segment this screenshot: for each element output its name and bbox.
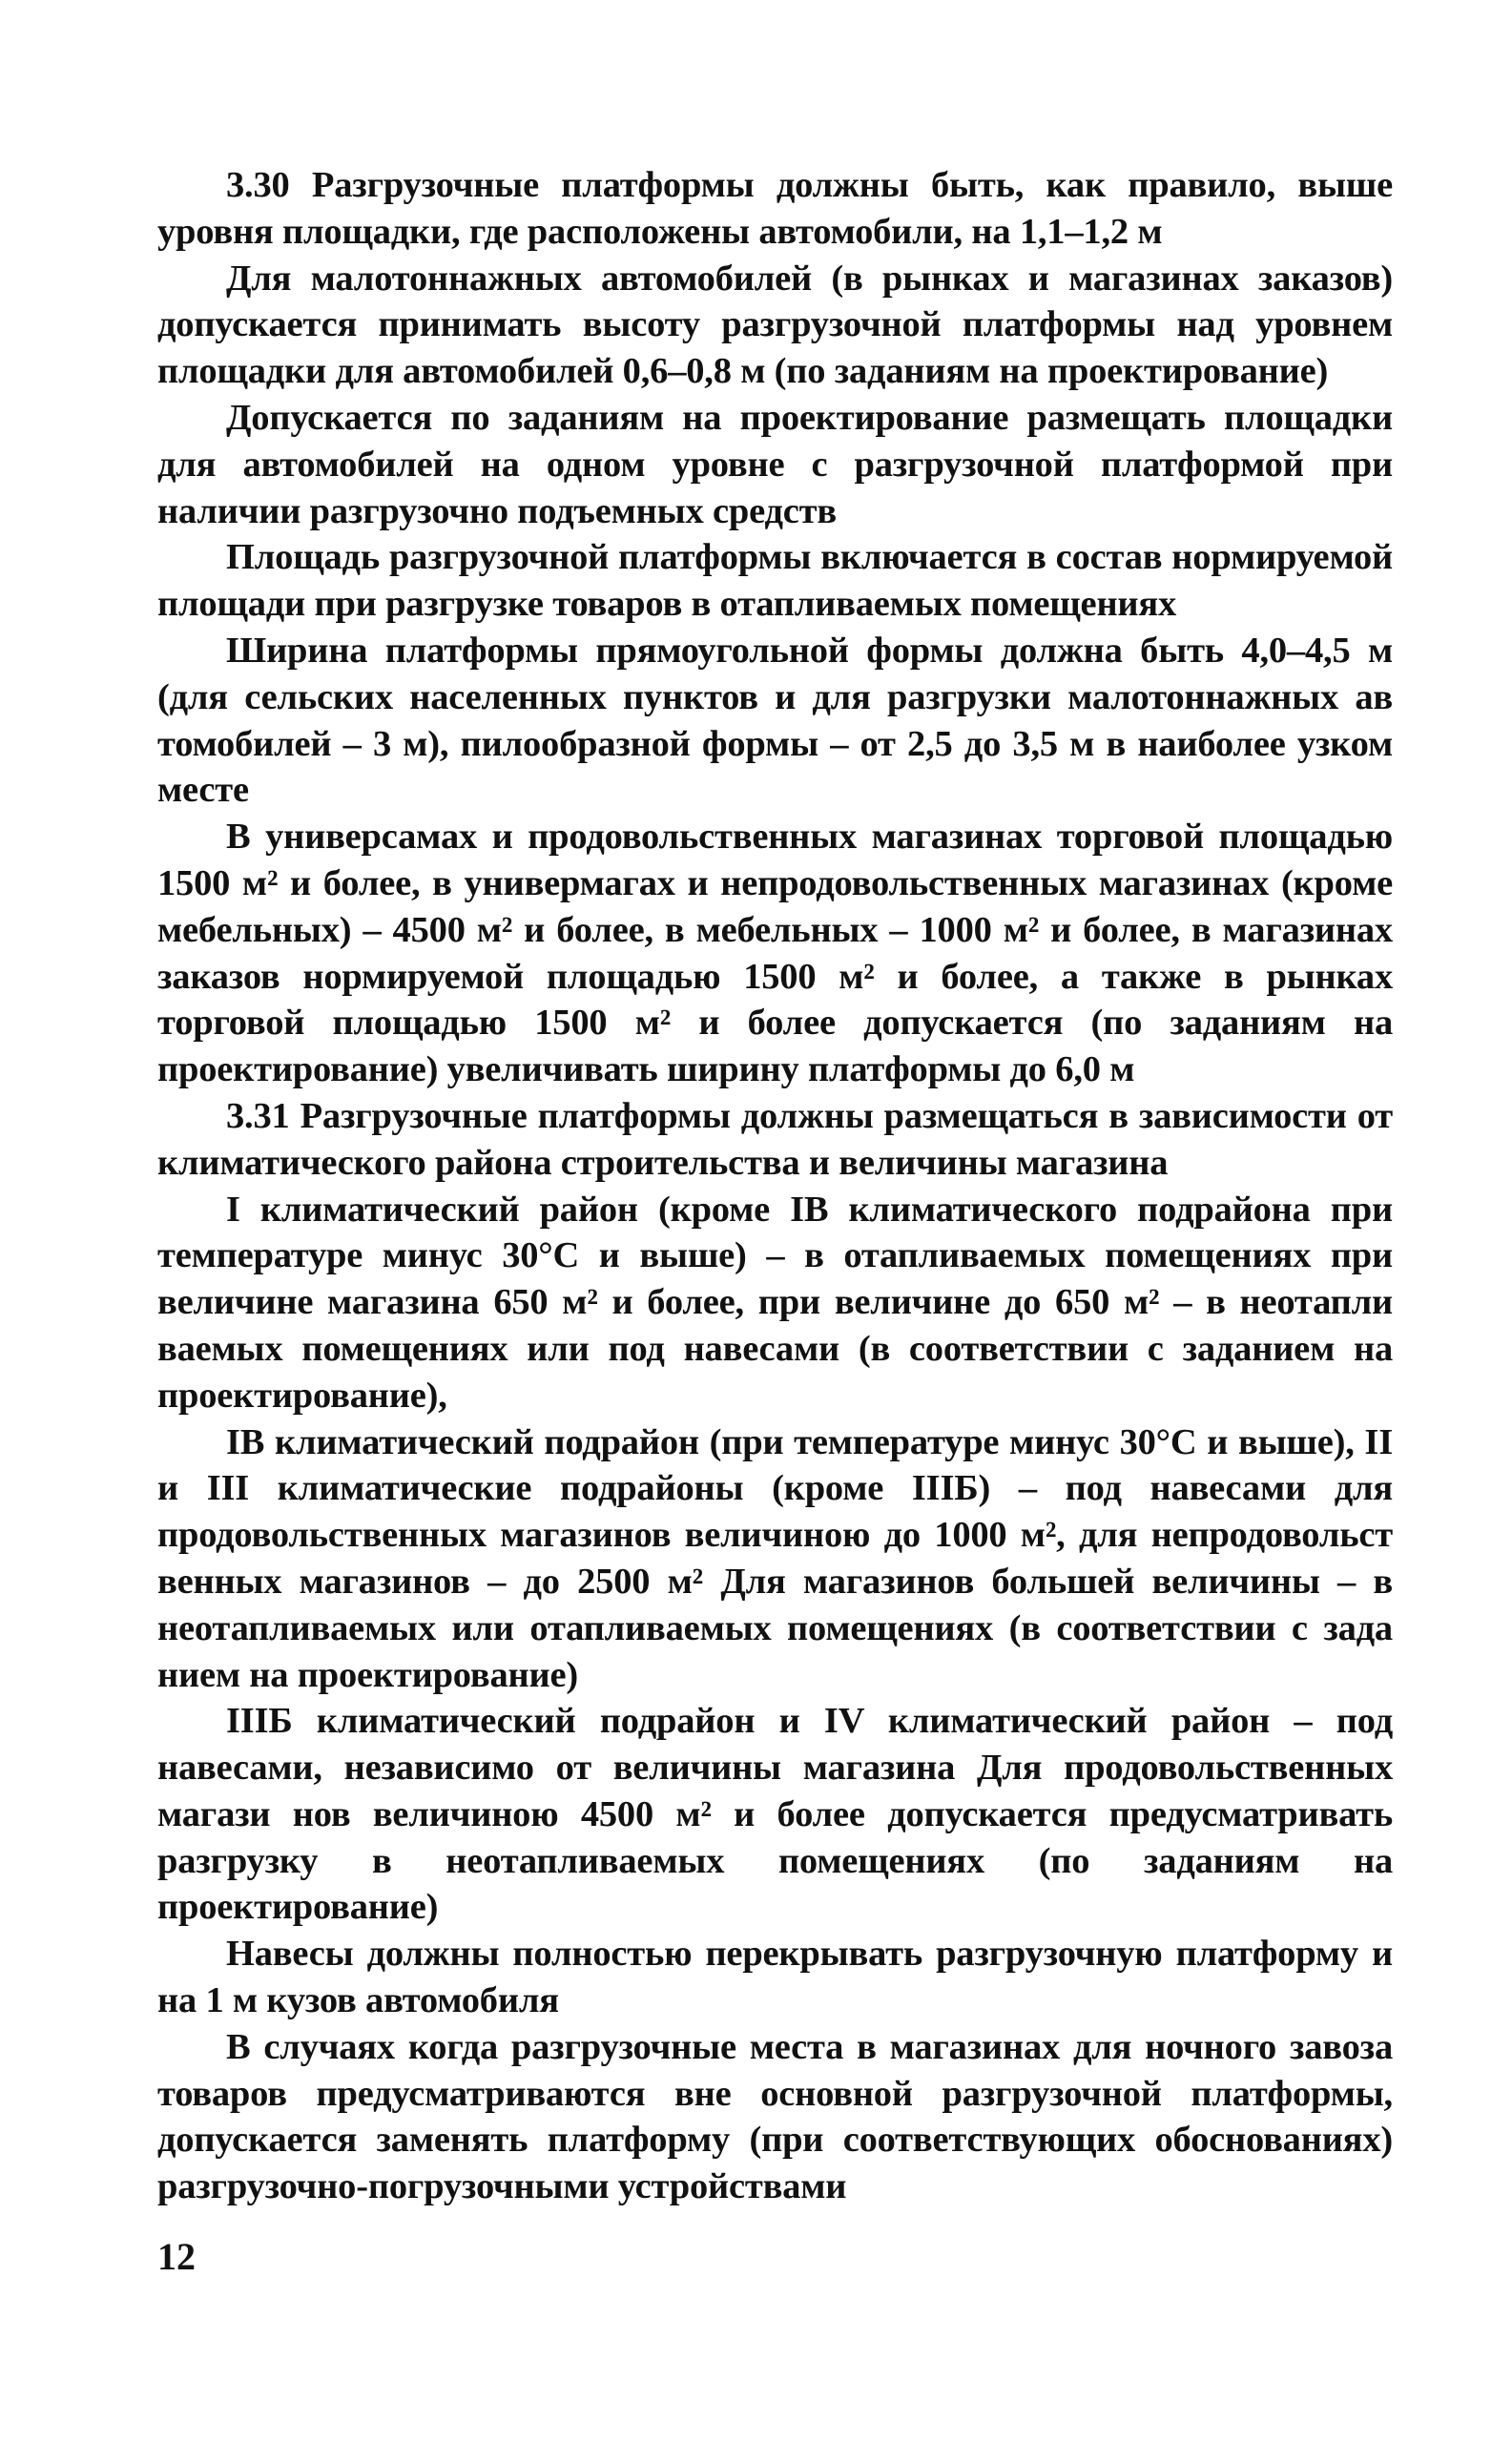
page-number: 12 [157, 2235, 196, 2278]
paragraph-same-level: Допускается по заданиям на проектирование размещать площадки для автомобилей на одном уровне с разгрузочной платформой при наличии разгрузочно подъемных средств [157, 397, 1393, 531]
paragraph-low-tonnage: Для малотоннажных автомобилей (в рынках и магазинах заказов) допускается принимать высоту разгрузочной платформы над уровнем площадки для автомобилей 0,6–0,8 м (по заданиям на проектирование) [157, 258, 1393, 392]
paragraph-climate-subregion-1v: IВ климатический подрайон (при температуре минус 30°С и выше), II и III климатические подрайоны (кроме IIIБ) – под навесами для продовольственных магазинов величиною до 1000 м², для непродовольст венных магазинов – до 2500 м² Для магазинов большей величины – в неотапливаемых или отапливаемых помещениях (в соответствии с зада нием на проектирование) [157, 1421, 1393, 1695]
paragraph-3-31: 3.31 Разгрузочные платформы должны размещаться в зависимости от климатического района строительства и величины магазина [157, 1095, 1393, 1183]
paragraph-large-stores: В универсамах и продовольственных магазинах торговой площадью 1500 м² и более, в универмагах и непродовольственных магазинах (кроме мебельных) – 4500 м² и более, в мебельных – 1000 м² и более, в магазинах заказов нормируемой площадью 1500 м² и более, а также в рынках торговой площадью 1500 м² и более допускается (по заданиям на проектирование) увеличивать ширину платформы до 6,0 м [157, 817, 1393, 1090]
paragraph-climate-region-1: I климатический район (кроме IВ климатического подрайона при температуре минус 30°С и выше) – в отапливаемых помещениях при величине магазина 650 м² и более, при величине до 650 м² – в неотапли ваемых помещениях или под навесами (в соответствии с заданием на проектирование), [157, 1189, 1393, 1416]
paragraph-canopies: Навесы должны полностью перекрывать разгрузочную платформу и на 1 м кузов автомобиля [157, 1934, 1393, 2021]
body-text [157, 162, 1393, 2210]
paragraph-climate-subregion-3b: IIIБ климатический подрайон и IV климатический район – под навесами, независимо от величины магазина Для продовольственных магази нов величиною 4500 м² и более допускается предусматривать разгрузку в неотапливаемых помещениях (по заданиям на проектирование) [157, 1701, 1393, 1928]
paragraph-platform-width: Ширина платформы прямоугольной формы должна быть 4,0–4,5 м (для сельских населенных пунктов и для разгрузки малотоннажных ав томобилей – 3 м), пилообразной формы – от 2,5 до 3,5 м в наиболее узком месте [157, 630, 1393, 811]
paragraph-3-30: 3.30 Разгрузочные платформы должны быть, как правило, выше уровня площадки, где расположены автомобили, на 1,1–1,2 м [157, 165, 1393, 252]
paragraph-night-delivery: В случаях когда разгрузочные места в магазинах для ночного завоза товаров предусматриваются вне основной разгрузочной платформы, допускается заменять платформу (при соответствующих обоснованиях) разгрузочно-погрузочными устройствами [157, 2026, 1393, 2207]
paragraph-platform-area: Площадь разгрузочной платформы включается в состав нормируемой площади при разгрузке товаров в отапливаемых помещениях [157, 537, 1393, 625]
